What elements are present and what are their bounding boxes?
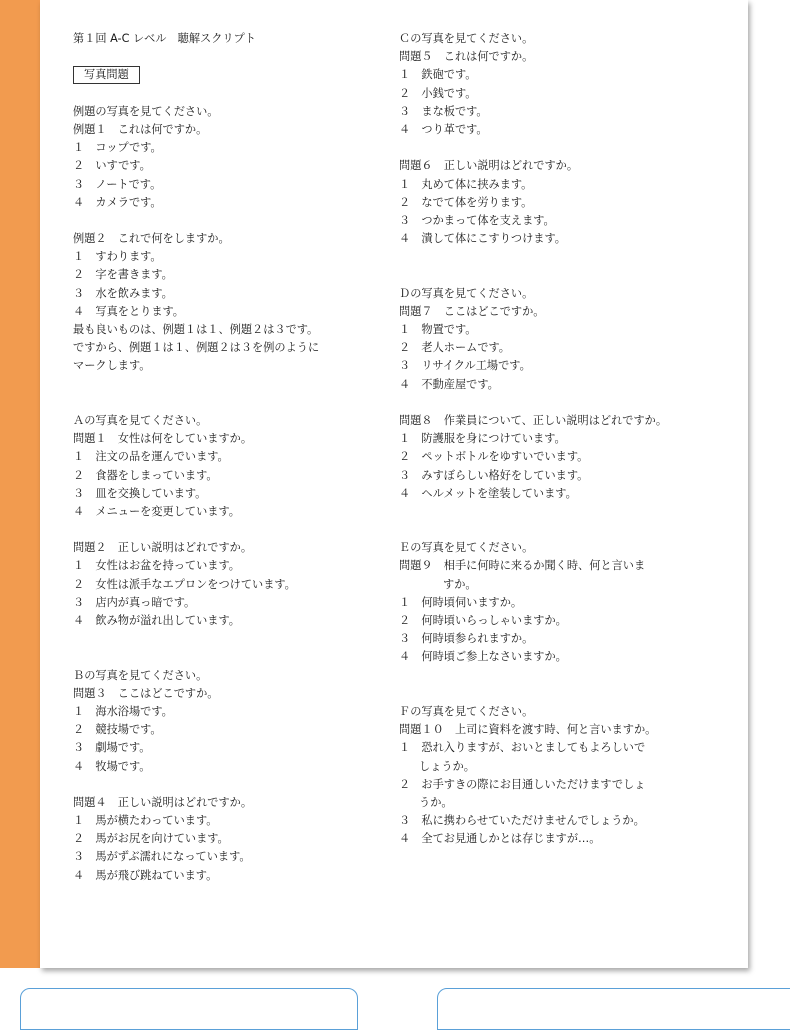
example-note: 最も良いものは、例題１は１、例題２は３です。 <box>73 323 319 336</box>
option: ２ いすです。 <box>73 159 151 173</box>
photo-d-intro: Ｄの写真を見てください。 <box>399 286 534 300</box>
option: ２ 食器をしまっています。 <box>73 468 218 482</box>
question-9-cont: すか。 <box>443 577 477 591</box>
option: ２ 競技場です。 <box>73 723 162 737</box>
option: １ 防護服を身につけています。 <box>399 432 566 446</box>
option-cont: うか。 <box>419 795 453 809</box>
question-9: 問題９ 相手に何時に来るか聞く時、何と言いま <box>399 559 646 573</box>
example-1-question: 例題１ これは何ですか。 <box>73 122 208 136</box>
question-4: 問題４ 正しい説明はどれですか。 <box>73 795 253 809</box>
option: ４ 馬が飛び跳ねています。 <box>73 868 218 882</box>
option: ２ なでて体を労ります。 <box>399 195 533 209</box>
photo-e-intro: Ｅの写真を見てください。 <box>399 541 534 555</box>
option: ４ 写真をとります。 <box>73 304 184 318</box>
option: １ 海水浴場です。 <box>73 704 173 718</box>
option: ２ ペットボトルをゆすいでいます。 <box>399 450 589 464</box>
option: ２ 老人ホームです。 <box>399 341 510 355</box>
option: ２ 馬がお尻を向けています。 <box>73 832 229 846</box>
document-page <box>40 0 748 968</box>
option-cont: しょうか。 <box>419 759 475 773</box>
option: １ 何時頃伺いますか。 <box>399 595 523 609</box>
option: ３ 水を飲みます。 <box>73 286 173 300</box>
question-5: 問題５ これは何ですか。 <box>399 50 534 64</box>
option: ４ つり革です。 <box>399 122 488 136</box>
question-10: 問題１０ 上司に資料を渡す時、何と言いますか。 <box>399 723 657 737</box>
option: ３ つかまって体を支えます。 <box>399 213 555 227</box>
question-6: 問題６ 正しい説明はどれですか。 <box>399 159 579 173</box>
option: ３ 皿を交換しています。 <box>73 486 207 500</box>
option: ４ カメラです。 <box>73 195 162 209</box>
option: ３ 馬がずぶ濡れになっています。 <box>73 850 251 864</box>
option: ４ 飲み物が溢れ出しています。 <box>73 614 240 628</box>
option: ４ ヘルメットを塗装しています。 <box>399 486 577 500</box>
bottom-tab-left[interactable] <box>20 988 358 1030</box>
left-column <box>73 30 393 885</box>
option: ３ まな板です。 <box>399 104 488 118</box>
example-intro: 例題の写真を見てください。 <box>73 104 219 118</box>
left-accent-bar <box>0 0 40 968</box>
option: １ 鉄砲です。 <box>399 68 477 82</box>
option: ４ 潰して体にこすりつけます。 <box>399 232 566 246</box>
bottom-tab-right[interactable] <box>437 988 790 1030</box>
option: ３ みすぼらしい格好をしています。 <box>399 468 589 482</box>
option: ３ 私に携わらせていただけませんでしょうか。 <box>399 814 645 828</box>
option: ３ ノートです。 <box>73 177 162 191</box>
option: ４ 不動産屋です。 <box>399 377 499 391</box>
option: ２ 何時頃いらっしゃいますか。 <box>399 614 567 628</box>
option: ２ 字を書きます。 <box>73 268 173 282</box>
option: ２ お手すきの際にお目通しいただけますでしょ <box>399 777 646 791</box>
option: ２ 女性は派手なエプロンをつけています。 <box>73 577 296 591</box>
question-1: 問題１ 女性は何をしていますか。 <box>73 432 253 446</box>
option: １ コップです。 <box>73 141 162 155</box>
option: １ すわります。 <box>73 250 162 264</box>
option: ３ 店内が真っ暗です。 <box>73 595 196 609</box>
option: ４ メニューを変更しています。 <box>73 504 240 518</box>
section-label: 写真問題 <box>73 66 140 84</box>
option: １ 丸めて体に挟みます。 <box>399 177 533 191</box>
right-column <box>399 30 739 848</box>
option: ３ 劇場です。 <box>73 741 151 755</box>
example-note: ですから、例題１は１、例題２は３を例のように <box>73 341 320 355</box>
option: ２ 小銭です。 <box>399 86 477 100</box>
photo-c-intro: Ｃの写真を見てください。 <box>399 32 534 45</box>
option: ３ 何時頃参られますか。 <box>399 632 534 646</box>
example-note: マークします。 <box>73 359 151 373</box>
option: １ 馬が横たわっています。 <box>73 814 218 828</box>
option: １ 恐れ入りますが、おいとましてもよろしいで <box>399 741 646 755</box>
option: ４ 全てお見通しかとは存じますが…。 <box>399 832 601 846</box>
option: １ 物置です。 <box>399 323 477 337</box>
question-2: 問題２ 正しい説明はどれですか。 <box>73 541 253 555</box>
question-7: 問題７ ここはどこですか。 <box>399 304 545 318</box>
photo-a-intro: Ａの写真を見てください。 <box>73 413 208 427</box>
photo-f-intro: Ｆの写真を見てください。 <box>399 704 534 718</box>
question-3: 問題３ ここはどこですか。 <box>73 686 219 700</box>
option: １ 注文の品を運んでいます。 <box>73 450 229 464</box>
option: １ 女性はお盆を持っています。 <box>73 559 240 573</box>
question-8: 問題８ 作業員について、正しい説明はどれですか。 <box>399 413 668 427</box>
photo-b-intro: Ｂの写真を見てください。 <box>73 668 208 682</box>
example-2-question: 例題２ これで何をしますか。 <box>73 232 230 246</box>
option: ３ リサイクル工場です。 <box>399 359 531 373</box>
option: ４ 牧場です。 <box>73 759 151 773</box>
option: ４ 何時頃ご参上なさいますか。 <box>399 650 567 664</box>
script-header: 第１回 A-C レベル 聴解スクリプト <box>73 32 256 45</box>
